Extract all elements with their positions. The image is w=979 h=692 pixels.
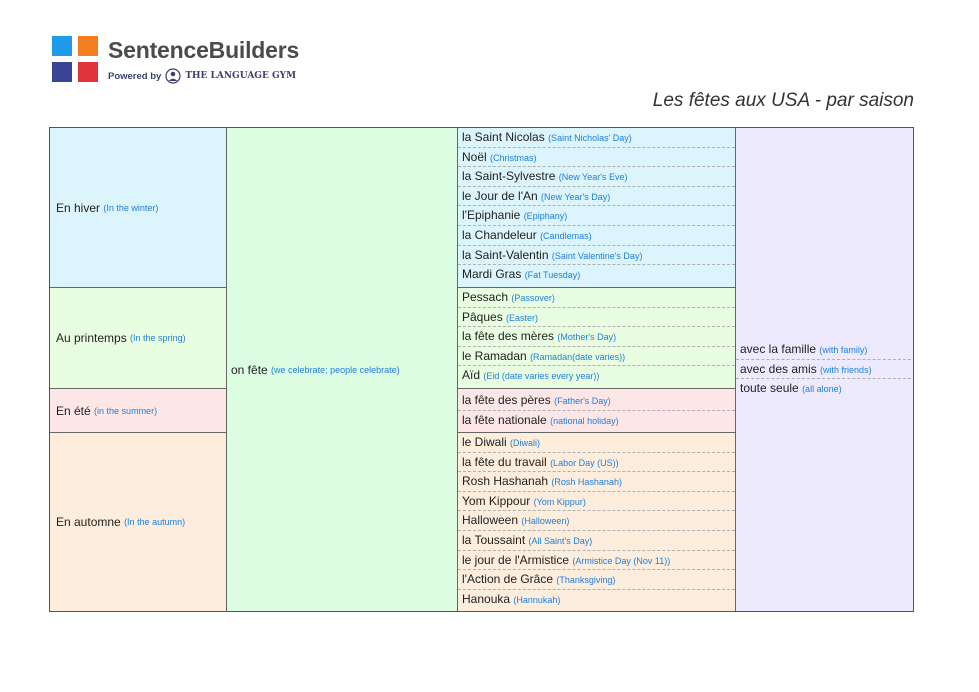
list-item xyxy=(458,288,735,308)
list-item xyxy=(736,379,911,399)
season-translation: (in the summer) xyxy=(94,405,158,416)
partner-name: THE LANGUAGE GYM xyxy=(185,71,297,81)
list-item xyxy=(458,453,735,473)
list-item xyxy=(458,590,735,610)
holiday-label: l'Action de Grâce xyxy=(462,572,554,587)
verb-translation: (we celebrate; people celebrate) xyxy=(271,364,400,375)
holiday-label: Yom Kippour xyxy=(462,493,531,508)
company-label: toute seule xyxy=(740,381,799,396)
holiday-translation: (Father's Day) xyxy=(554,396,611,406)
holiday-label: le Diwali xyxy=(462,435,507,449)
company-list xyxy=(736,340,911,399)
season-label: En été xyxy=(56,403,91,418)
list-item xyxy=(458,570,735,590)
season-label: En hiver xyxy=(56,200,101,215)
list-item xyxy=(458,433,735,453)
list-item xyxy=(458,551,735,571)
list-item xyxy=(736,340,911,360)
holiday-translation: (Easter) xyxy=(506,312,539,323)
holiday-translation: (Rosh Hashanah) xyxy=(551,477,622,488)
list-item xyxy=(458,148,735,168)
list-item xyxy=(458,511,735,531)
holiday-label: Aïd xyxy=(462,368,481,383)
verb-label: on fête xyxy=(231,362,268,377)
holiday-label: la Saint-Valentin xyxy=(462,247,549,262)
holiday-label: Pessach xyxy=(462,290,509,304)
list-item xyxy=(458,411,735,431)
holiday-label: la Toussaint xyxy=(462,532,526,547)
holiday-translation: (Thanksgiving) xyxy=(556,575,616,586)
holiday-label: la fête des mères xyxy=(462,329,555,344)
holiday-label: Mardi Gras xyxy=(462,267,522,282)
holiday-group-summer xyxy=(458,389,736,433)
holiday-group-spring xyxy=(458,288,736,389)
holiday-translation: (New Year's Eve) xyxy=(558,172,628,183)
list-item xyxy=(458,531,735,551)
sentence-builder-grid xyxy=(49,127,914,612)
brand-name: SentenceBuilders xyxy=(108,37,300,63)
holiday-label: Hanouka xyxy=(462,591,511,606)
holiday-label: le jour de l'Armistice xyxy=(462,552,569,567)
season-translation: (In the autumn) xyxy=(124,517,186,527)
season-spring xyxy=(50,288,227,389)
holiday-label: Pâques xyxy=(462,309,503,324)
holiday-label: l'Epiphanie xyxy=(462,208,521,223)
company-translation: (all alone) xyxy=(802,384,842,395)
holiday-translation: (Eid (date varies every year)) xyxy=(483,371,600,382)
holiday-translation: (Yom Kippur) xyxy=(533,496,586,507)
season-winter xyxy=(50,128,227,288)
holiday-translation: (Passover) xyxy=(511,293,555,303)
powered-by-label: Powered by xyxy=(108,70,162,82)
holiday-translation: (All Saint's Day) xyxy=(528,535,593,546)
list-item xyxy=(458,472,735,492)
language-gym-icon xyxy=(165,68,181,84)
company-label: avec la famille xyxy=(740,342,817,356)
list-item xyxy=(458,347,735,367)
holiday-group-winter xyxy=(458,128,736,288)
season-translation: (In the spring) xyxy=(130,333,186,343)
list-item xyxy=(458,226,735,246)
holiday-label: la Saint-Sylvestre xyxy=(462,169,556,184)
list-item xyxy=(736,360,911,380)
company-translation: (with family) xyxy=(819,345,868,355)
holiday-translation: (Armistice Day (Nov 11)) xyxy=(572,555,671,566)
holiday-translation: (Ramadan(date varies)) xyxy=(530,351,626,362)
list-item xyxy=(458,265,735,285)
season-label: Au printemps xyxy=(56,331,127,345)
season-label: En automne xyxy=(56,515,121,529)
list-item xyxy=(458,246,735,266)
holiday-label: la Chandeleur xyxy=(462,227,537,242)
company-translation: (with friends) xyxy=(820,364,872,375)
holiday-label: Rosh Hashanah xyxy=(462,474,549,489)
holiday-label: Halloween xyxy=(462,513,519,528)
season-summer xyxy=(50,389,227,433)
holiday-translation: (Candlemas) xyxy=(540,230,592,241)
holiday-label: le Ramadan xyxy=(462,348,527,363)
page-title: Les fêtes aux USA - par saison xyxy=(652,90,914,111)
holiday-translation: (Diwali) xyxy=(510,438,541,448)
powered-by xyxy=(108,68,296,84)
holiday-translation: (New Year's Day) xyxy=(541,191,611,202)
company-label: avec des amis xyxy=(740,361,817,376)
holiday-translation: (Saint Valentine's Day) xyxy=(551,250,643,261)
holiday-label: la Saint Nicolas xyxy=(462,130,545,144)
holiday-translation: (Christmas) xyxy=(490,152,537,163)
holiday-group-autumn xyxy=(458,433,736,611)
holiday-translation: (Mother's Day) xyxy=(557,332,617,343)
list-item xyxy=(458,492,735,512)
list-item xyxy=(458,391,735,411)
holiday-label: le Jour de l'An xyxy=(462,188,538,203)
logo-squares-icon xyxy=(52,36,100,84)
holiday-label: la fête nationale xyxy=(462,412,547,427)
list-item xyxy=(458,167,735,187)
season-autumn xyxy=(50,433,227,611)
list-item xyxy=(458,366,735,386)
list-item xyxy=(458,308,735,328)
season-translation: (In the winter) xyxy=(103,202,159,213)
holiday-translation: (Hannukah) xyxy=(513,594,561,605)
list-item xyxy=(458,187,735,207)
verb-column xyxy=(227,128,458,611)
list-item xyxy=(458,206,735,226)
holiday-label: la fête du travail xyxy=(462,454,547,469)
list-item xyxy=(458,327,735,347)
company-column xyxy=(736,128,913,611)
list-item xyxy=(458,128,735,148)
holiday-translation: (Labor Day (US)) xyxy=(550,457,619,468)
holiday-translation: (Halloween) xyxy=(521,516,570,527)
holiday-translation: (national holiday) xyxy=(550,415,619,426)
holiday-label: la fête des pères xyxy=(462,393,551,407)
holiday-translation: (Saint Nicholas' Day) xyxy=(548,133,632,143)
holiday-translation: (Epiphany) xyxy=(523,211,568,222)
holiday-label: Noël xyxy=(462,149,487,164)
holiday-translation: (Fat Tuesday) xyxy=(524,270,581,281)
